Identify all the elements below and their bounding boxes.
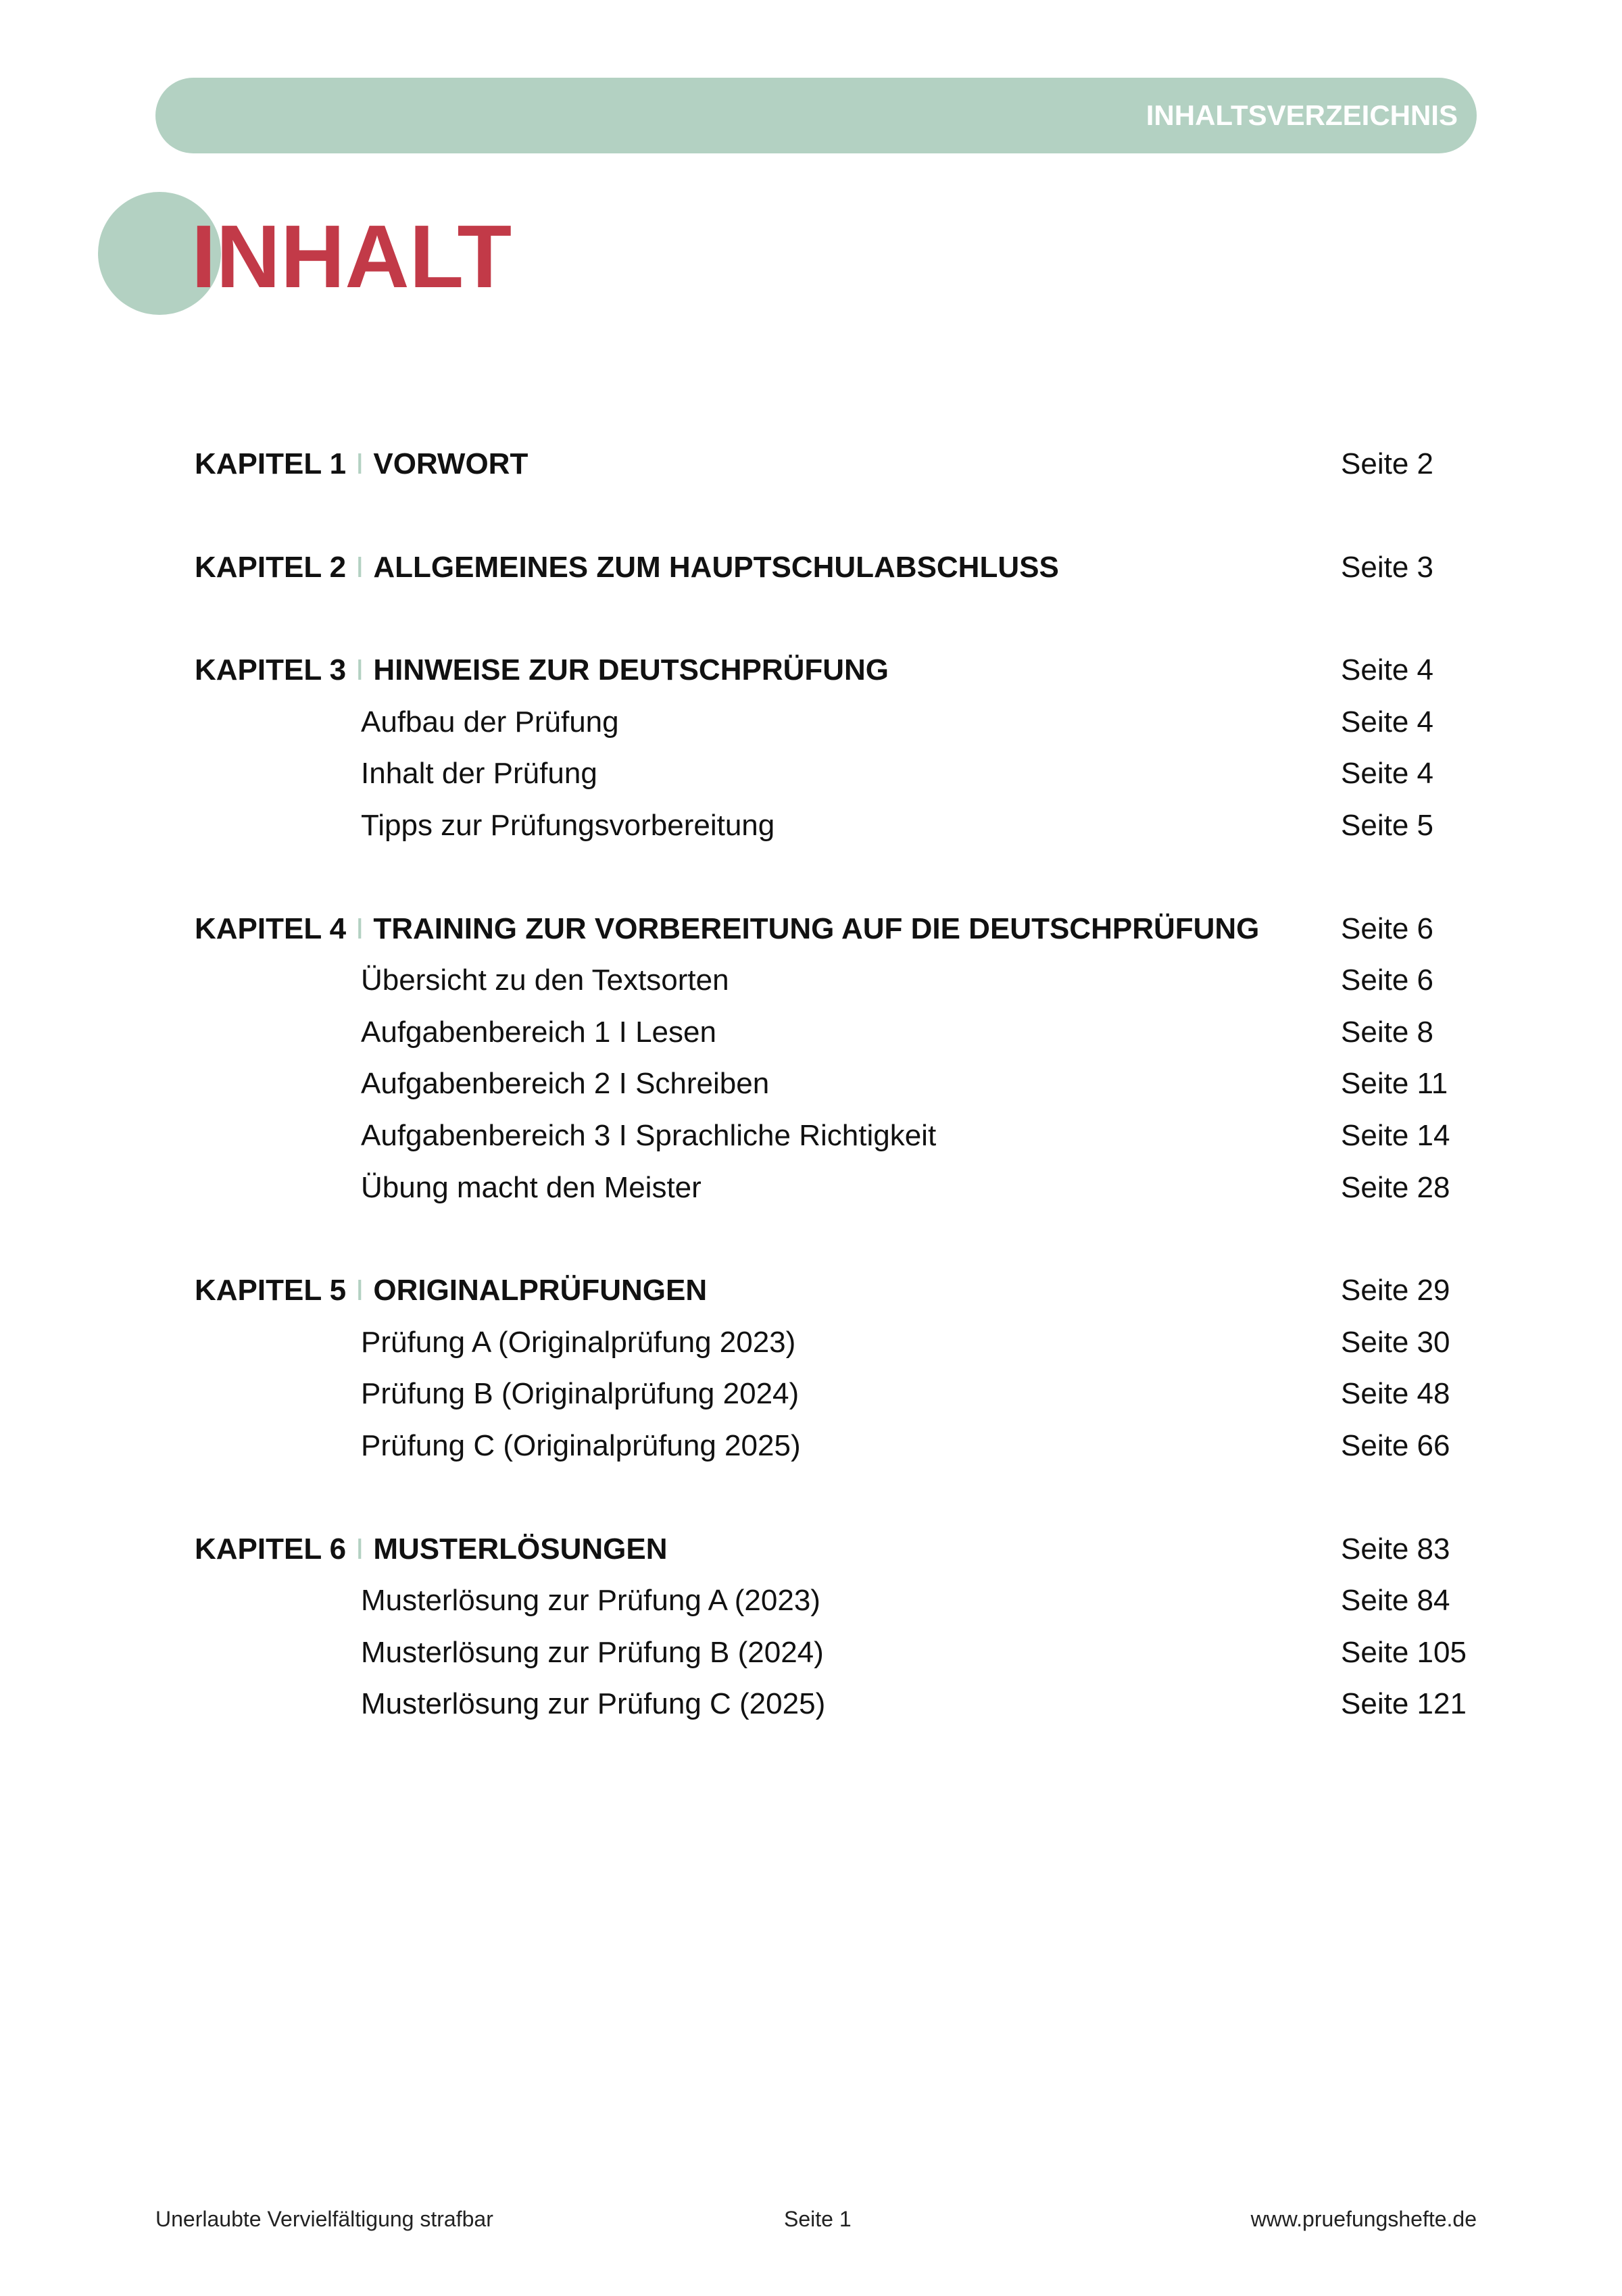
toc-item-page: Seite 30 (1341, 1325, 1450, 1359)
toc-chapter-group (0, 1524, 1622, 1730)
toc-item-title: Aufgabenbereich 1 I Lesen (361, 1015, 716, 1049)
toc-item-title: Prüfung B (Originalprüfung 2024) (361, 1377, 800, 1411)
header-bar (155, 78, 1477, 153)
table-of-contents (0, 439, 1622, 1782)
toc-item-page: Seite 28 (1341, 1170, 1450, 1204)
toc-item-row[interactable] (0, 1627, 1622, 1679)
toc-item-title: Tipps zur Prüfungsvorbereitung (361, 808, 775, 842)
chapter-separator: I (355, 1274, 364, 1307)
toc-item-page: Seite 121 (1341, 1687, 1467, 1721)
chapter-heading (195, 645, 889, 697)
footer-copyright: Unerlaubte Vervielfältigung strafbar (155, 2207, 493, 2231)
toc-chapter-row[interactable] (0, 1524, 1622, 1576)
toc-item-page: Seite 84 (1341, 1584, 1450, 1618)
footer-page-number: Seite 1 (784, 2207, 852, 2231)
toc-item-page: Seite 6 (1341, 964, 1433, 997)
chapter-heading (195, 439, 528, 491)
toc-chapter-group (0, 903, 1622, 1214)
header-label: INHALTSVERZEICHNIS (1146, 99, 1458, 131)
chapter-number: KAPITEL 5 (195, 1274, 347, 1307)
toc-item-row[interactable] (0, 748, 1622, 800)
chapter-page: Seite 29 (1341, 1274, 1450, 1307)
toc-chapter-row[interactable] (0, 439, 1622, 491)
chapter-title: VORWORT (373, 447, 529, 480)
chapter-page: Seite 6 (1341, 912, 1433, 945)
chapter-heading (195, 1265, 707, 1317)
toc-chapter-group (0, 645, 1622, 851)
chapter-page: Seite 83 (1341, 1532, 1450, 1566)
toc-item-title: Aufgabenbereich 2 I Schreiben (361, 1067, 770, 1101)
chapter-separator: I (355, 912, 364, 945)
toc-item-title: Musterlösung zur Prüfung B (2024) (361, 1635, 824, 1669)
chapter-separator: I (355, 447, 364, 480)
toc-item-page: Seite 14 (1341, 1118, 1450, 1152)
toc-item-row[interactable] (0, 1420, 1622, 1472)
toc-item-page: Seite 105 (1341, 1635, 1467, 1669)
chapter-title: HINWEISE ZUR DEUTSCHPRÜFUNG (373, 653, 889, 687)
toc-item-row[interactable] (0, 1007, 1622, 1059)
toc-item-row[interactable] (0, 1058, 1622, 1110)
chapter-separator: I (355, 550, 364, 584)
chapter-page: Seite 3 (1341, 550, 1433, 584)
toc-chapter-group (0, 439, 1622, 491)
toc-chapter-group (0, 1265, 1622, 1472)
toc-item-row[interactable] (0, 1678, 1622, 1730)
chapter-number: KAPITEL 6 (195, 1532, 347, 1566)
toc-item-page: Seite 8 (1341, 1015, 1433, 1049)
toc-item-title: Prüfung C (Originalprüfung 2025) (361, 1428, 801, 1462)
toc-item-row[interactable] (0, 1110, 1622, 1162)
toc-chapter-group (0, 542, 1622, 594)
chapter-heading (195, 903, 1259, 955)
toc-item-row[interactable] (0, 800, 1622, 852)
toc-item-row[interactable] (0, 1575, 1622, 1627)
chapter-separator: I (355, 1532, 364, 1566)
toc-item-title: Aufgabenbereich 3 I Sprachliche Richtigkeit (361, 1118, 937, 1152)
chapter-title: ORIGINALPRÜFUNGEN (373, 1274, 708, 1307)
chapter-title: MUSTERLÖSUNGEN (373, 1532, 668, 1566)
chapter-page: Seite 2 (1341, 447, 1433, 480)
footer-website[interactable]: www.pruefungshefte.de (1250, 2207, 1477, 2231)
chapter-number: KAPITEL 4 (195, 912, 347, 945)
toc-chapter-row[interactable] (0, 645, 1622, 697)
toc-item-title: Inhalt der Prüfung (361, 757, 597, 791)
toc-item-page: Seite 4 (1341, 757, 1433, 791)
toc-item-title: Musterlösung zur Prüfung C (2025) (361, 1687, 826, 1721)
toc-item-page: Seite 48 (1341, 1377, 1450, 1411)
chapter-page: Seite 4 (1341, 653, 1433, 687)
toc-item-row[interactable] (0, 697, 1622, 749)
toc-item-title: Übersicht zu den Textsorten (361, 964, 729, 997)
chapter-separator: I (355, 653, 364, 687)
toc-item-row[interactable] (0, 1317, 1622, 1369)
toc-item-row[interactable] (0, 1368, 1622, 1420)
toc-item-row[interactable] (0, 955, 1622, 1007)
chapter-number: KAPITEL 2 (195, 550, 347, 584)
toc-item-page: Seite 5 (1341, 808, 1433, 842)
toc-item-title: Übung macht den Meister (361, 1170, 702, 1204)
toc-item-title: Musterlösung zur Prüfung A (2023) (361, 1584, 820, 1618)
toc-chapter-row[interactable] (0, 542, 1622, 594)
toc-item-title: Aufbau der Prüfung (361, 705, 619, 739)
page-title: INHALT (191, 207, 512, 306)
chapter-number: KAPITEL 3 (195, 653, 347, 687)
toc-item-page: Seite 4 (1341, 705, 1433, 739)
toc-item-page: Seite 11 (1341, 1067, 1448, 1101)
chapter-heading (195, 542, 1059, 594)
chapter-title: ALLGEMEINES ZUM HAUPTSCHULABSCHLUSS (373, 550, 1059, 584)
toc-item-row[interactable] (0, 1162, 1622, 1214)
toc-item-page: Seite 66 (1341, 1428, 1450, 1462)
toc-item-title: Prüfung A (Originalprüfung 2023) (361, 1325, 796, 1359)
toc-chapter-row[interactable] (0, 903, 1622, 955)
chapter-title: TRAINING ZUR VORBEREITUNG AUF DIE DEUTSCHPRÜFUNG (373, 912, 1260, 945)
chapter-number: KAPITEL 1 (195, 447, 347, 480)
chapter-heading (195, 1524, 667, 1576)
toc-chapter-row[interactable] (0, 1265, 1622, 1317)
